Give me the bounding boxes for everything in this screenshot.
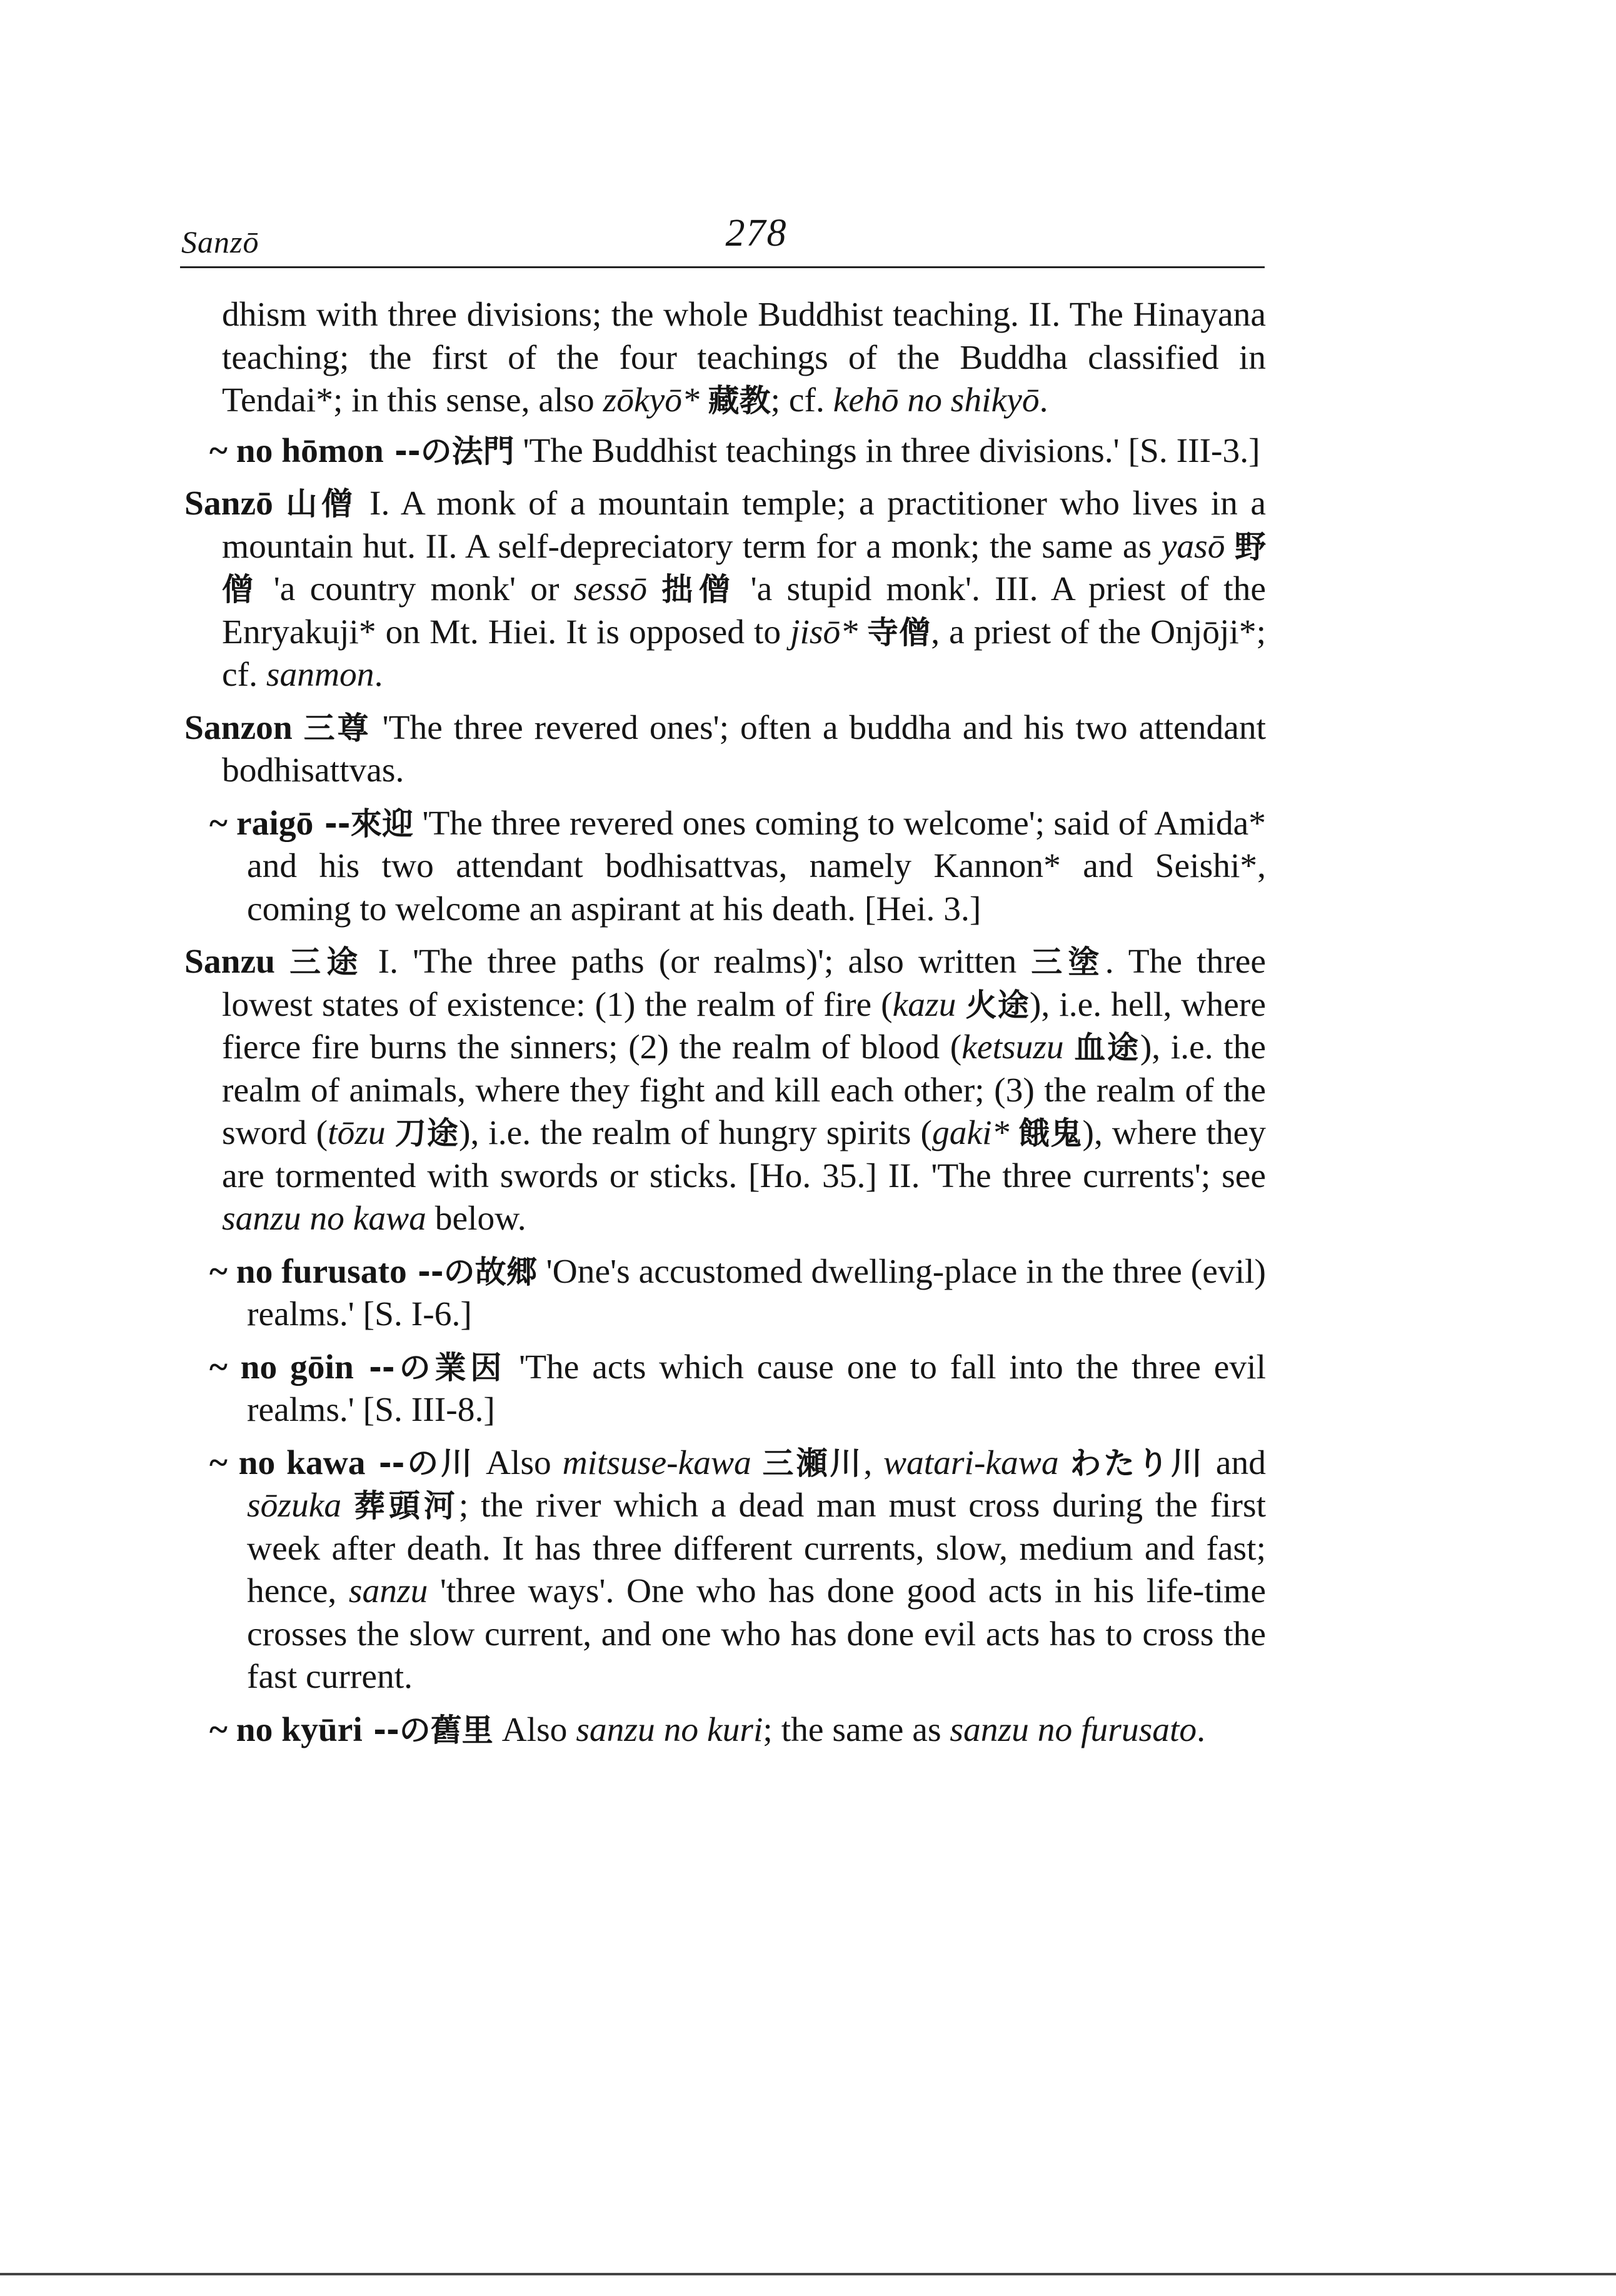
text-run: 'One's accustomed dwelling-place in the three (evil) realms.' [S. I-6.] — [247, 1252, 1266, 1333]
japanese-text: 藏教 — [708, 383, 771, 419]
romanized-term: sanmon — [266, 656, 374, 694]
headword: no gōin — [240, 1348, 354, 1386]
text-run: I. A monk of a mountain temple; a practitioner who lives in a mountain hut. II. A self-depreciatory term for a monk; the same as — [222, 484, 1267, 566]
running-head: Sanzō — [181, 224, 259, 259]
text-run: 'a stupid monk'. III. A priest of the Enryakuji* on Mt. Hiei. It is opposed to — [222, 570, 1267, 651]
text-run: 'a country monk' or — [259, 570, 574, 608]
text-run: . — [1197, 1710, 1206, 1749]
text-run — [273, 484, 286, 523]
headword: no hōmon — [236, 431, 384, 470]
text-run: ), i.e. the realm of animals, where they fight and kill each other; (3) the realm of the sword ( — [222, 1028, 1267, 1152]
subentry-sanzu-no-goin — [198, 1346, 1266, 1432]
tilde-mark: ~ — [209, 1348, 241, 1386]
text-run — [1009, 1114, 1018, 1152]
text-run: ), i.e. the realm of hungry spirits ( — [458, 1114, 932, 1152]
subentry-sanzu-no-kyuri — [198, 1709, 1266, 1752]
tilde-mark: ~ — [209, 1710, 236, 1749]
japanese-text: 山僧 — [286, 486, 357, 522]
romanized-term: sanzu no kawa — [222, 1200, 426, 1238]
text-run: . The three lowest states of existence: (1) the realm of fire ( — [222, 943, 1267, 1024]
text-run: below. — [426, 1200, 526, 1238]
text-run — [1059, 1444, 1070, 1482]
romanized-term: tōzu — [328, 1114, 386, 1152]
text-run: 'The three revered ones coming to welcome'; said of Amida* and his two attendant bodhisattvas, namely Kannon* and Seishi*, coming to welcome an aspirant at his death. [Hei. 3.] — [247, 804, 1266, 928]
text-run: and — [1205, 1443, 1266, 1482]
japanese-text: 血途 — [1074, 1030, 1140, 1066]
text-run — [293, 709, 304, 747]
romanized-term: kazu — [892, 985, 956, 1024]
dictionary-entries — [184, 294, 1266, 1762]
text-run: 'The three revered ones'; often a buddha and his two attendant bodhisattvas. — [222, 708, 1266, 790]
entry-sanzo-monk — [184, 483, 1266, 697]
subentry-sanzo-no-homon — [198, 430, 1266, 473]
header-rule — [180, 266, 1265, 268]
text-run: 'The Buddhist teachings in three divisions.' [S. III-3.] — [514, 431, 1260, 470]
romanized-term: watari-kawa — [883, 1443, 1059, 1482]
subentry-sanzon-raigo — [198, 803, 1266, 931]
text-run: ; cf. — [770, 381, 833, 419]
text-run — [647, 570, 661, 608]
tilde-mark: ~ — [209, 804, 237, 843]
text-run: Also — [493, 1710, 576, 1749]
japanese-text: 拙僧 — [661, 571, 736, 608]
text-run: . — [1039, 381, 1048, 419]
entry-sanzon — [184, 707, 1266, 793]
japanese-text: --の法門 — [383, 433, 514, 469]
japanese-text: わたり川 — [1070, 1445, 1205, 1481]
text-run: 'three ways'. One who has done good acts in his life-time crosses the slow current, and one who has done evil acts has to cross the fast current. — [247, 1572, 1266, 1696]
text-run: . — [374, 656, 383, 694]
japanese-text: --の故郷 — [406, 1253, 538, 1290]
romanized-term: jisō* — [790, 613, 858, 651]
text-run — [275, 943, 289, 981]
page-number: 278 — [725, 212, 788, 254]
footer-rule — [0, 2273, 1616, 2275]
text-run: ), i.e. hell, where fierce fire burns the sinners; (2) the realm of blood ( — [222, 985, 1267, 1066]
romanized-term: gaki* — [931, 1114, 1010, 1152]
japanese-text: 寺僧 — [867, 614, 931, 651]
text-run: ; the same as — [763, 1710, 950, 1749]
text-run — [386, 1114, 395, 1152]
text-run — [1064, 1028, 1075, 1066]
romanized-term: sanzu no furusato — [950, 1710, 1197, 1749]
romanized-term: sanzu — [348, 1572, 428, 1610]
headword: raigō — [236, 804, 314, 843]
romanized-term: ketsuzu — [961, 1028, 1064, 1066]
subentry-sanzu-no-furusato — [198, 1251, 1266, 1336]
japanese-text: 野僧 — [222, 528, 1266, 608]
text-run: 'The acts which cause one to fall into the three evil realms.' [S. III-8.] — [247, 1348, 1266, 1429]
romanized-term: sanzu no kuri — [576, 1710, 763, 1749]
japanese-text: --の川 — [365, 1445, 475, 1481]
romanized-term: yasō — [1161, 527, 1225, 566]
entry-sanzu — [184, 941, 1266, 1241]
text-run: dhism with three divisions; the whole Buddhist teaching. II. The Hinayana teaching; the first of the four teachings of the Buddha classified in Tendai*; in this sense, also — [222, 296, 1266, 419]
headword: no kawa — [238, 1443, 366, 1482]
headword: Sanzō — [184, 484, 273, 523]
japanese-text: 刀途 — [394, 1115, 459, 1151]
text-run: , — [863, 1443, 883, 1482]
japanese-text: 三瀬川 — [762, 1445, 864, 1481]
romanized-term: kehō no shikyō — [833, 381, 1040, 419]
japanese-text: --來迎 — [313, 805, 414, 842]
japanese-text: 三途 — [289, 944, 364, 980]
japanese-text: 三尊 — [303, 709, 371, 746]
entry-sanzo-continuation — [184, 294, 1266, 423]
subentry-sanzu-no-kawa — [198, 1442, 1266, 1699]
text-run: ; the river which a dead man must cross during the first week after death. It has three different currents, slow, medium and fast; hence, — [247, 1486, 1267, 1610]
headword: Sanzu — [184, 943, 275, 981]
tilde-mark: ~ — [209, 431, 236, 470]
tilde-mark: ~ — [209, 1252, 236, 1291]
japanese-text: 火途 — [965, 986, 1030, 1023]
tilde-mark: ~ — [209, 1443, 239, 1482]
romanized-term: sessō — [573, 570, 648, 608]
text-run — [858, 613, 867, 651]
text-run: , a priest of the Onjōji*; cf. — [222, 613, 1267, 694]
japanese-text: 餓鬼 — [1018, 1115, 1083, 1151]
headword: no kyūri — [236, 1710, 363, 1749]
headword: Sanzon — [184, 708, 293, 747]
japanese-text: --の業因 — [353, 1349, 506, 1386]
text-run: Also — [474, 1443, 563, 1482]
text-run — [956, 986, 965, 1024]
romanized-term: mitsuse-kawa — [562, 1443, 751, 1482]
headword: no furusato — [236, 1252, 407, 1291]
romanized-term: sōzuka — [247, 1486, 342, 1525]
text-run — [751, 1444, 763, 1482]
text-run: I. 'The three paths (or realms)'; also written — [363, 943, 1031, 981]
japanese-text: --の舊里 — [362, 1712, 493, 1748]
text-run: ), where they are tormented with swords or sticks. [Ho. 35.] II. 'The three currents'; see — [222, 1114, 1267, 1195]
text-run — [1225, 528, 1235, 566]
text-run — [700, 381, 708, 419]
japanese-text: 葬頭河 — [353, 1488, 459, 1524]
japanese-text: 三塗 — [1031, 944, 1105, 980]
romanized-term: zōkyō* — [603, 381, 700, 419]
text-run — [341, 1486, 354, 1525]
